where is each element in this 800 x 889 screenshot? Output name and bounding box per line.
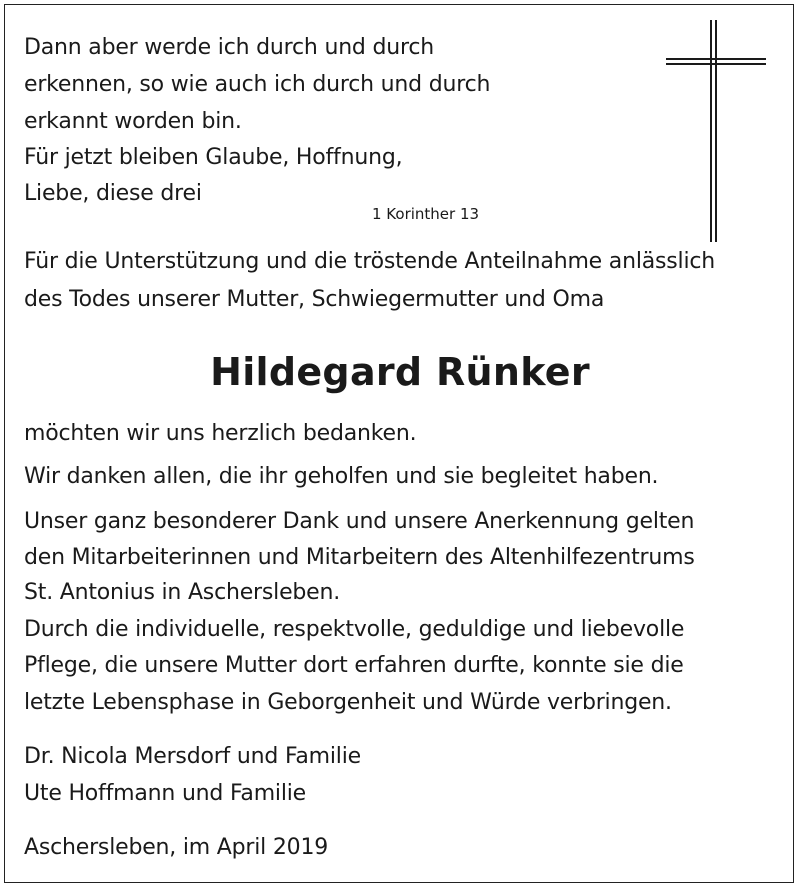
verse-source: 1 Korinther 13 (372, 205, 480, 223)
special-line-5: Pflege, die unsere Mutter dort erfahren durfte, konnte sie die (24, 653, 684, 678)
special-line-3: St. Antonius in Aschersleben. (24, 580, 341, 605)
verse-line-4: Für jetzt bleiben Glaube, Hoffnung, (24, 145, 403, 170)
special-line-1: Unser ganz besonderer Dank und unsere Anerkennung gelten (24, 509, 695, 534)
deceased-name: Hildegard Rünker (210, 350, 590, 394)
all-thanks-line: Wir danken allen, die ihr geholfen und sie begleitet haben. (24, 464, 659, 489)
verse-line-1: Dann aber werde ich durch und durch (24, 35, 435, 60)
special-line-2: den Mitarbeiterinnen und Mitarbeitern des Altenhilfezentrums (24, 545, 695, 570)
thanks-line: möchten wir uns herzlich bedanken. (24, 421, 417, 446)
verse-line-5: Liebe, diese drei (24, 181, 202, 206)
intro-line-1: Für die Unterstützung und die tröstende Anteilnahme anlässlich (24, 249, 716, 274)
place-date: Aschersleben, im April 2019 (24, 835, 329, 860)
verse-line-2: erkennen, so wie auch ich durch und durch (24, 72, 491, 97)
intro-line-2: des Todes unserer Mutter, Schwiegermutter und Oma (24, 287, 605, 312)
special-line-6: letzte Lebensphase in Geborgenheit und Würde verbringen. (24, 690, 672, 715)
special-line-4: Durch die individuelle, respektvolle, geduldige und liebevolle (24, 617, 685, 642)
signature-2: Ute Hoffmann und Familie (24, 781, 307, 806)
signature-1: Dr. Nicola Mersdorf und Familie (24, 744, 361, 769)
verse-line-3: erkannt worden bin. (24, 109, 242, 134)
cross-icon (666, 20, 766, 242)
